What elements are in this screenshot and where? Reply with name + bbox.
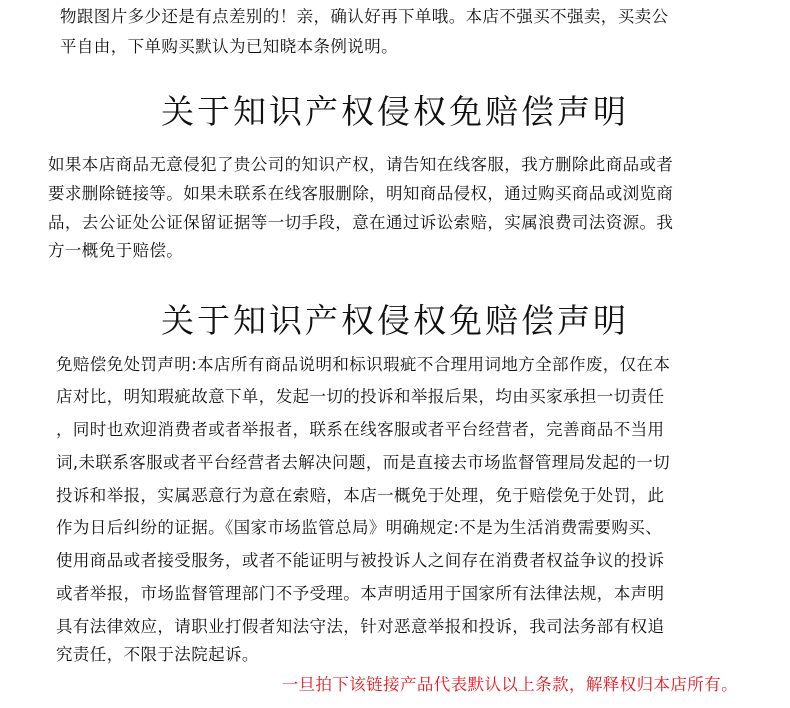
section2-line-5: 投诉和举报，实属恶意行为意在索赔，本店一概免于处理，免于赔偿免于处罚，此 <box>56 486 665 505</box>
section2-line-9: 具有法律效应，请职业打假者知法守法，针对恶意举报和投诉，我司法务部有权追 <box>56 617 665 636</box>
section2-line-3: ，同时也欢迎消费者或者举报者，联系在线客服或者平台经营者，完善商品不当用 <box>56 420 665 439</box>
section1-line-1: 如果本店商品无意侵犯了贵公司的知识产权，请告知在线客服，我方删除此商品或者 <box>48 155 674 174</box>
section2-line-2: 店对比，明知瑕疵故意下单，发起一切的投诉和举报后果，均由买家承担一切责任 <box>56 387 665 406</box>
footer-note: 一旦拍下该链接产品代表默认以上条款，解释权归本店所有。 <box>281 675 738 694</box>
section1-line-3: 品，去公证处公证保留证据等一切手段，意在通过诉讼索赔，实属浪费司法资源。我 <box>48 213 674 232</box>
section2-title: 关于知识产权侵权免赔偿声明 <box>161 301 629 340</box>
section1-title: 关于知识产权侵权免赔偿声明 <box>161 92 629 131</box>
section2-line-1: 免赔偿免处罚声明:本店所有商品说明和标识瑕疵不合理用词地方全部作废，仅在本 <box>56 355 671 374</box>
section1-line-4: 方一概免于赔偿。 <box>48 241 184 260</box>
section2-line-8: 或者举报，市场监督管理部门不予受理。本声明适用于国家所有法律法规，本声明 <box>56 584 665 603</box>
section2-line-6: 作为日后纠纷的证据。《国家市场监管总局》明确规定:不是为生活消费需要购买、 <box>56 518 663 537</box>
section2-line-10: 究责任，不限于法院起诉。 <box>56 645 259 664</box>
section2-line-7: 使用商品或者接受服务，或者不能证明与被投诉人之间存在消费者权益争议的投诉 <box>56 551 665 570</box>
section2-line-4: 词,未联系客服或者平台经营者去解决问题，而是直接去市场监督管理局发起的一切 <box>56 453 671 472</box>
intro-line-1: 物跟图片多少还是有点差别的！亲，确认好再下单哦。本店不强买不强卖，买卖公 <box>60 7 669 26</box>
intro-line-2: 平自由，下单购买默认为已知晓本条例说明。 <box>60 37 398 56</box>
section1-line-2: 要求删除链接等。如果未联系在线客服删除，明知商品侵权，通过购买商品或浏览商 <box>48 184 674 203</box>
